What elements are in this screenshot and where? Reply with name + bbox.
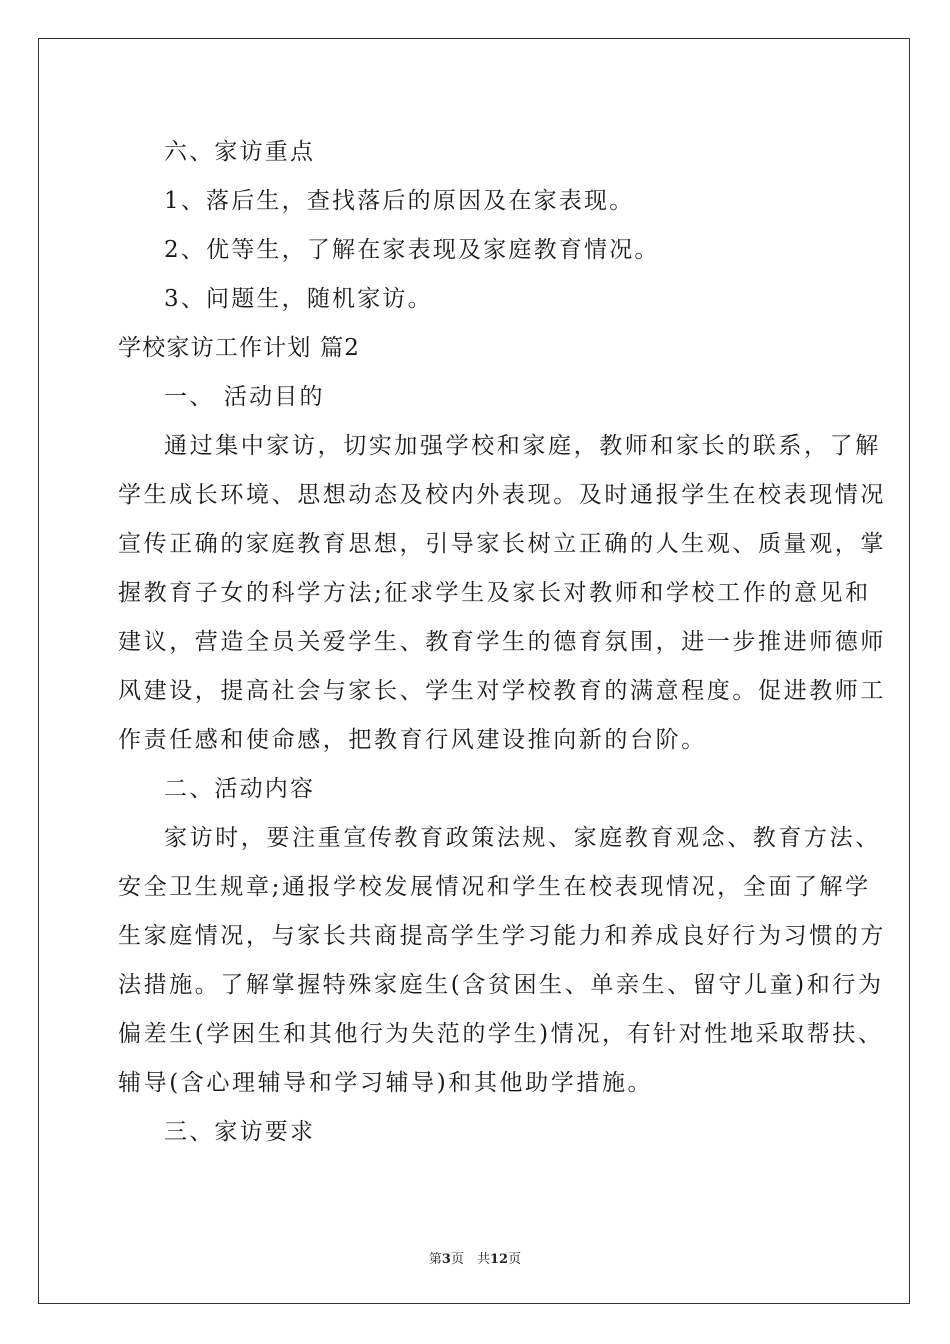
list-item-top-students: 2、优等生，了解在家表现及家庭教育情况。 [164, 237, 660, 263]
paragraph-activity-content [118, 814, 886, 1108]
paragraph-line: 通过集中家访，切实加强学校和家庭，教师和家长的联系，了解 [164, 433, 881, 459]
section-title-plan-2: 学校家访工作计划 篇2 [118, 335, 361, 361]
paragraph-line: 法措施。了解掌握特殊家庭生(含贫困生、单亲生、留守儿童)和行为 [118, 972, 884, 998]
footer-suffix: 页 [508, 1252, 522, 1267]
heading-family-visit-focus: 六、家访重点 [164, 139, 316, 165]
heading-activity-content: 二、活动内容 [164, 776, 316, 802]
paragraph-line: 学生成长环境、思想动态及校内外表现。及时通报学生在校表现情况 [118, 482, 886, 508]
paragraph-activity-purpose [118, 422, 886, 765]
paragraph-line: 宣传正确的家庭教育思想，引导家长树立正确的人生观、质量观，掌 [118, 531, 886, 557]
list-item-lagging-students: 1、落后生，查找落后的原因及在家表现。 [164, 188, 635, 214]
heading-activity-purpose: 一、 活动目的 [164, 384, 325, 410]
paragraph-line: 握教育子女的科学方法;征求学生及家长对教师和学校工作的意见和 [118, 580, 871, 606]
footer-total-pages: 12 [489, 1252, 509, 1267]
footer-prefix: 第 [428, 1252, 442, 1267]
paragraph-line: 家访时，要注重宣传教育政策法规、家庭教育观念、教育方法、 [164, 825, 881, 851]
list-item-problem-students: 3、问题生，随机家访。 [164, 286, 433, 312]
paragraph-line: 安全卫生规章;通报学校发展情况和学生在校表现情况，全面了解学 [118, 874, 871, 900]
paragraph-line: 生家庭情况，与家长共商提高学生学习能力和养成良好行为习惯的方 [118, 923, 886, 949]
paragraph-line: 风建设，提高社会与家长、学生对学校教育的满意程度。促进教师工 [118, 678, 886, 704]
footer-mid: 页 共 [450, 1252, 490, 1267]
paragraph-line: 偏差生(学困生和其他行为失范的学生)情况，有针对性地采取帮扶、 [118, 1021, 884, 1047]
paragraph-line: 辅导(含心理辅导和学习辅导)和其他助学措施。 [118, 1070, 654, 1096]
paragraph-line: 作责任感和使命感，把教育行风建设推向新的台阶。 [118, 727, 707, 753]
paragraph-line: 建议，营造全员关爱学生、教育学生的德育氛围，进一步推进师德师 [118, 629, 886, 655]
heading-visit-requirements: 三、家访要求 [164, 1119, 316, 1145]
page-footer [0, 1248, 950, 1267]
document-body [118, 128, 886, 1157]
footer-page-number: 3 [441, 1252, 451, 1267]
